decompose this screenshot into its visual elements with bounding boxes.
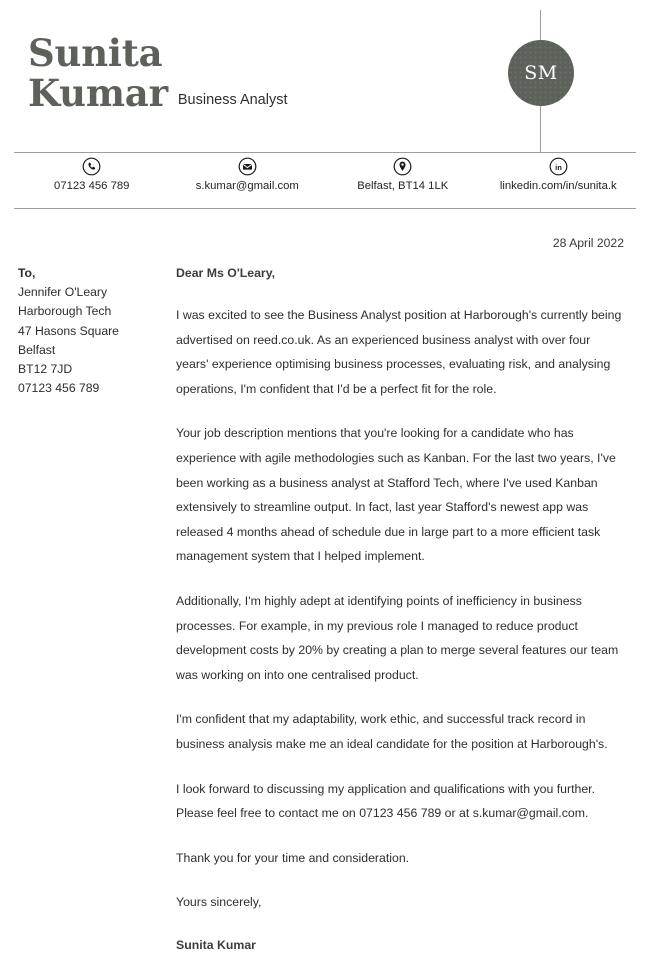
job-title: Business Analyst — [177, 92, 288, 108]
recipient-to-label: To, — [18, 266, 36, 280]
last-name-row — [28, 73, 498, 113]
letter-paragraph: I look forward to discussing my application and qualifications with you further. Please feel free to contact me on 07123 456 789 or at s.kumar@gmail.com. — [176, 781, 595, 821]
contact-bar — [14, 157, 636, 205]
divider-top — [14, 152, 636, 153]
first-name: Sunita — [28, 31, 163, 75]
linkedin-icon — [549, 157, 568, 176]
letter-salutation: Dear Ms O'Leary, — [176, 266, 276, 280]
letter-header — [0, 0, 650, 152]
last-name: Kumar — [28, 71, 168, 115]
letter-paragraph: Additionally, I'm highly adept at identifying points of inefficiency in business processes. For example, in my previous role I managed to reduce product development costs by 20% by creating a plan to merge several features our team was working on into one centralised product. — [176, 593, 619, 682]
contact-linkedin[interactable] — [481, 157, 637, 205]
recipient-line: Harborough Tech — [18, 304, 112, 319]
recipient-line: Jennifer O'Leary — [18, 285, 108, 300]
letter-closing: Yours sincerely, — [176, 895, 262, 910]
recipient-line: BT12 7JD — [18, 362, 73, 377]
recipient-line: 07123 456 789 — [18, 381, 100, 396]
location-pin-icon — [393, 157, 412, 176]
phone-icon — [82, 157, 101, 176]
divider-bottom — [14, 208, 636, 209]
letter-paragraph: Thank you for your time and consideration. — [176, 850, 410, 865]
svg-text:in: in — [554, 162, 562, 172]
letter-paragraph: I was excited to see the Business Analyst position at Harborough's currently being advertised on reed.co.uk. As an experienced business analyst with over four years' experience optimising business processes, evaluating risk, and analysing operations, I'm confident that I'd be a perfect fit for the role. — [176, 308, 622, 396]
contact-location-label: Belfast, BT14 1LK — [357, 180, 449, 192]
recipient-line: Belfast — [18, 342, 56, 357]
contact-phone[interactable] — [14, 157, 170, 205]
letter-signature: Sunita Kumar — [176, 937, 256, 952]
email-icon — [238, 157, 257, 176]
letter-body — [176, 264, 626, 955]
letter-paragraph: Your job description mentions that you're looking for a candidate who has experience with agile methodologies such as Kanban. For the last two years, I've been working as a business analyst at Stafford Tech, where I've used Kanban extensively to streamline output. In fact, last year Stafford's newest app was released 4 months ahead of schedule due in large part to a more efficient task management system that I helped implement. — [176, 426, 616, 564]
contact-location[interactable] — [325, 157, 481, 205]
contact-linkedin-label: linkedin.com/in/sunita.k — [499, 180, 617, 192]
contact-email[interactable] — [170, 157, 326, 205]
contact-phone-label: 07123 456 789 — [54, 180, 130, 192]
letter-date: 28 April 2022 — [552, 236, 624, 250]
recipient-line: 47 Hasons Square — [18, 323, 119, 338]
avatar-initials: SM — [524, 62, 558, 84]
name-block — [28, 33, 498, 113]
avatar — [508, 40, 574, 106]
recipient-address-block — [18, 264, 168, 398]
letter-paragraph: I'm confident that my adaptability, work ethic, and successful track record in business analysis make me an ideal candidate for the position at Harborough's. — [176, 712, 608, 751]
contact-email-label: s.kumar@gmail.com — [195, 180, 299, 192]
